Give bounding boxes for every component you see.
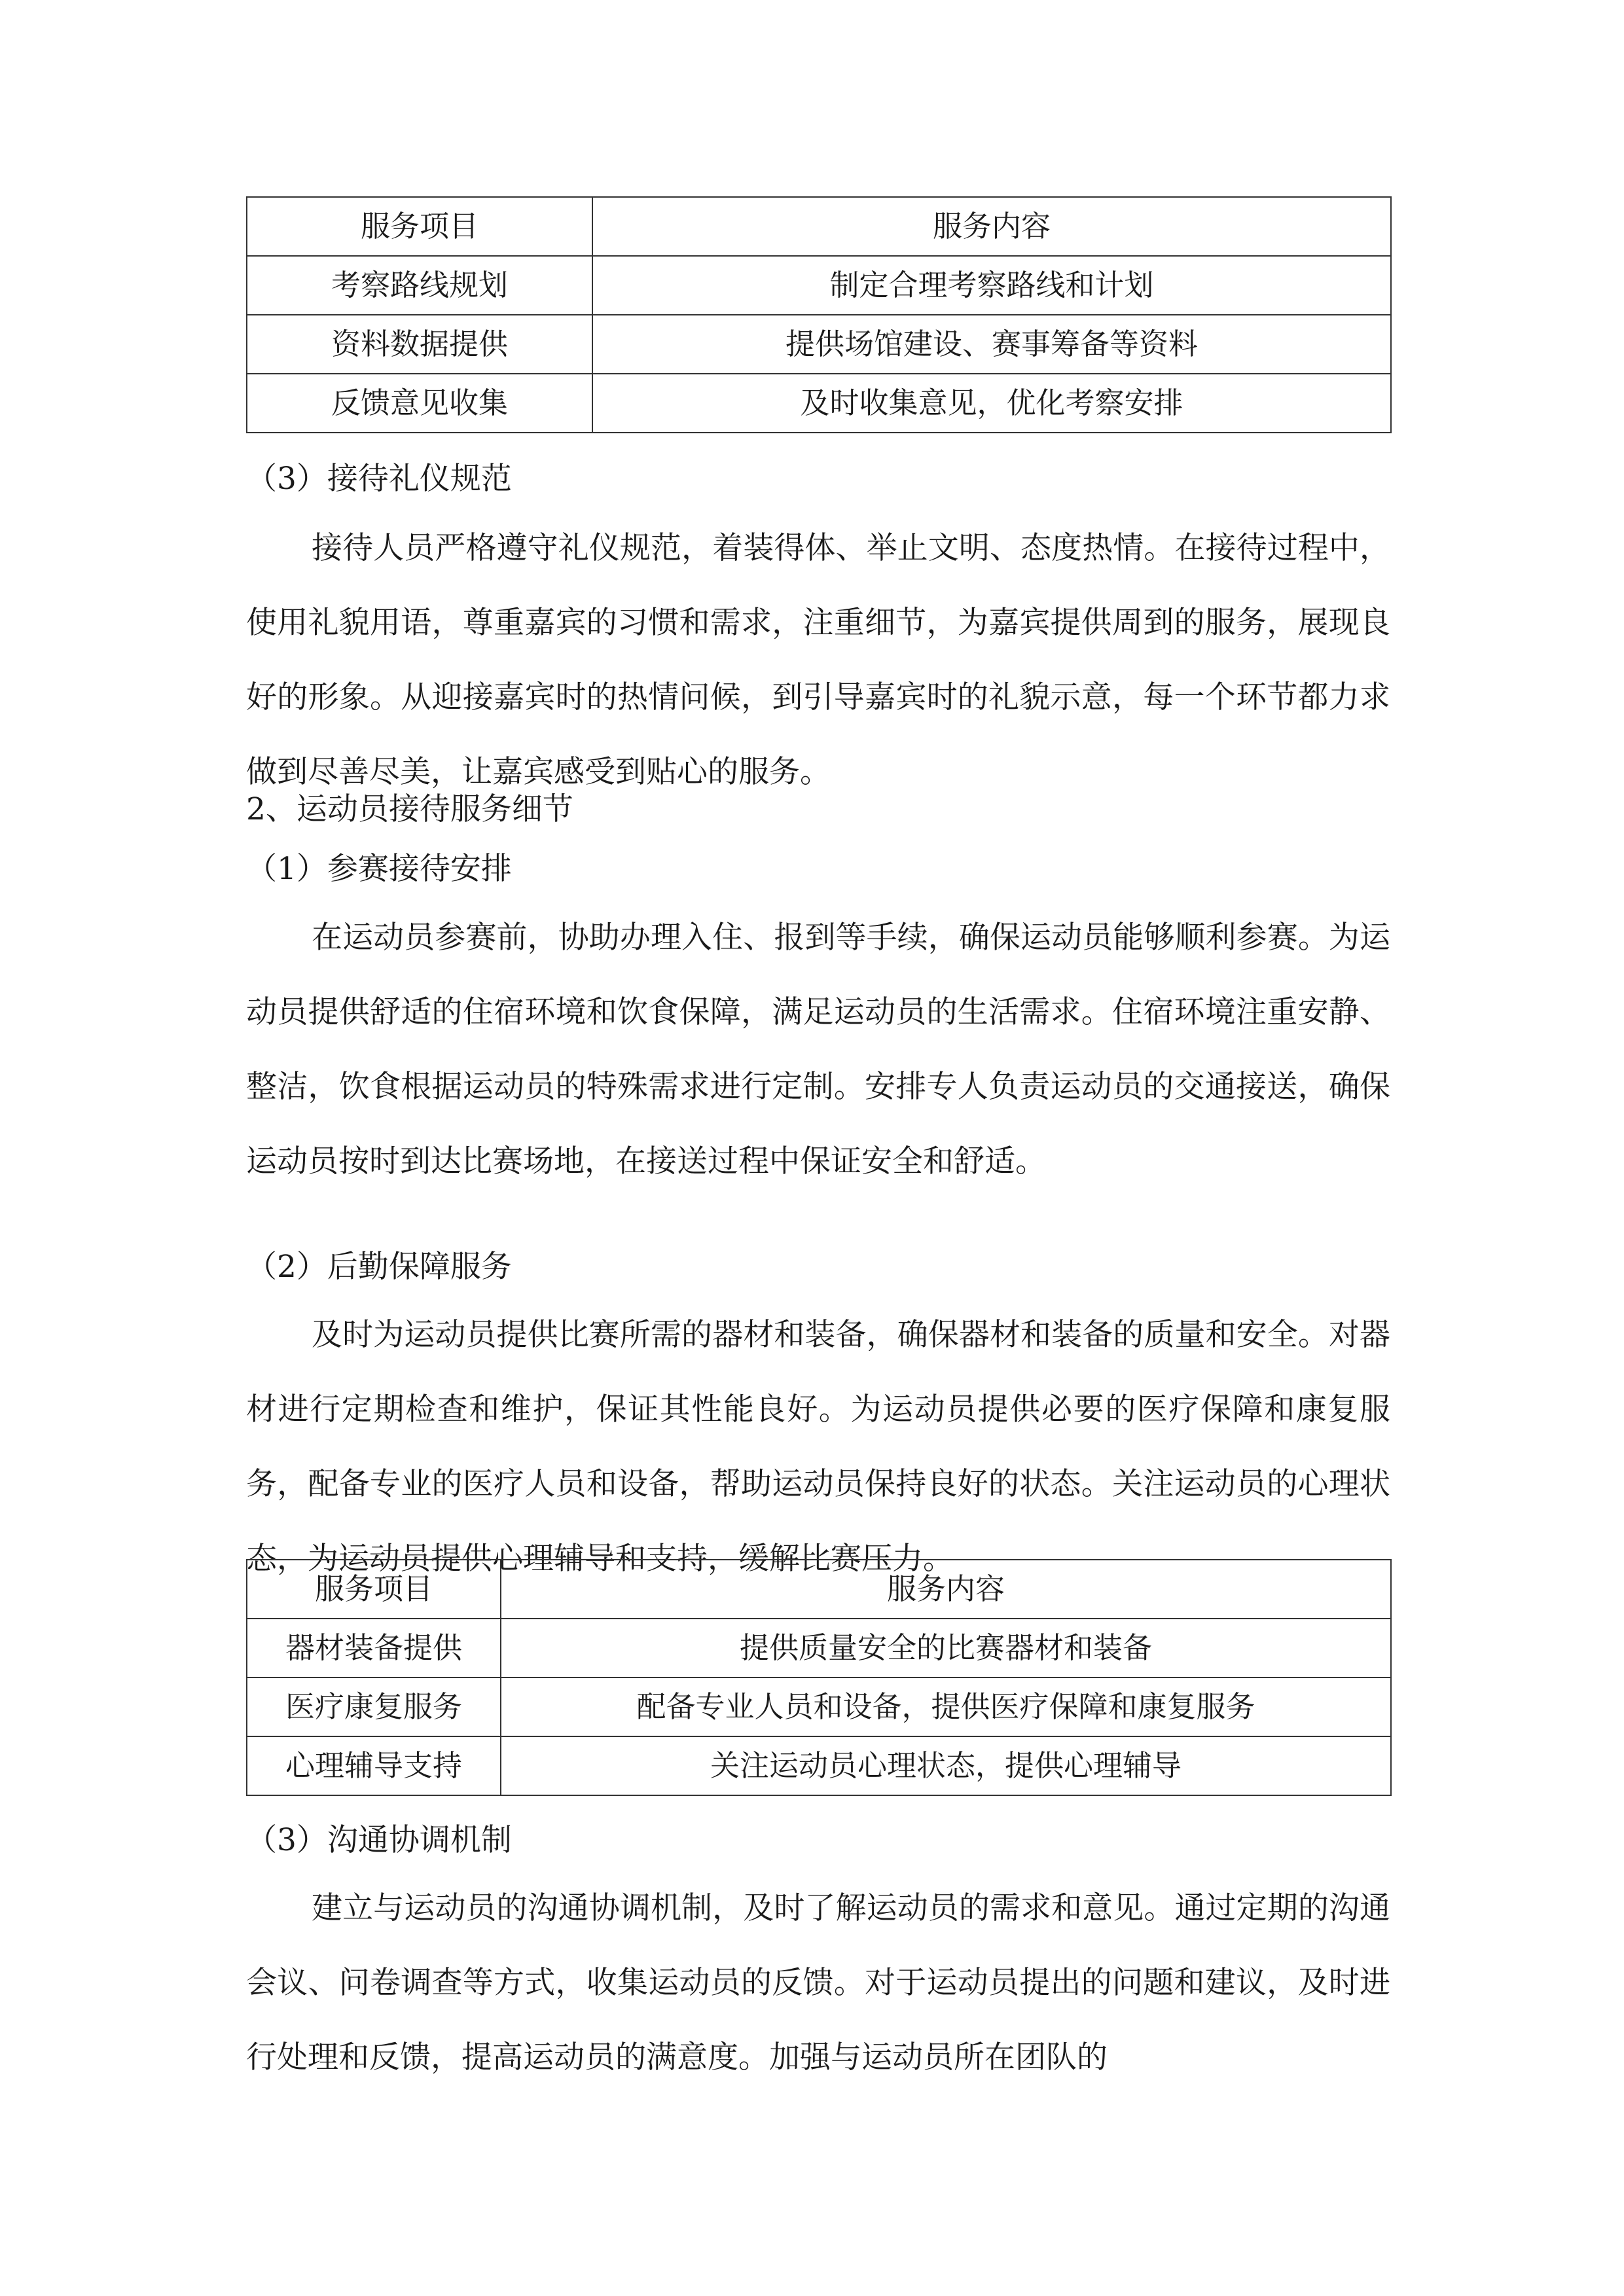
paragraph-competition-arrangement: 在运动员参赛前，协助办理入住、报到等手续，确保运动员能够顺利参赛。为运动员提供舒适的住宿环境和饮食保障，满足运动员的生活需求。住宿环境注重安静、整洁，饮食根据运动员的特殊需求进行定制。安排专人负责运动员的交通接送，确保运动员按时到达比赛场地，在接送过程中保证安全和舒适。 <box>246 920 1390 1179</box>
table-cell: 关注运动员心理状态，提供心理辅导 <box>501 1736 1391 1795</box>
table-cell: 医疗康复服务 <box>247 1677 501 1736</box>
paragraph-logistics: 及时为运动员提供比赛所需的器材和装备，确保器材和装备的质量和安全。对器材进行定期检查和维护，保证其性能良好。为运动员提供必要的医疗保障和康复服务，配备专业的医疗人员和设备，帮助运动员保持良好的状态。关注运动员的心理状态，为运动员提供心理辅导和支持，缓解比赛压力。 <box>246 1317 1390 1577</box>
section-heading-athlete-reception: 2、运动员接待服务细节 <box>246 791 573 827</box>
table-row <box>247 1619 1391 1677</box>
table-row <box>247 315 1391 374</box>
table-header-row <box>247 197 1391 256</box>
subheading-communication: （3）沟通协调机制 <box>246 1822 512 1858</box>
table-header-cell: 服务内容 <box>592 197 1391 256</box>
table-header-cell: 服务项目 <box>247 197 592 256</box>
table-cell: 资料数据提供 <box>247 315 592 374</box>
table-row <box>247 374 1391 433</box>
table-cell: 及时收集意见，优化考察安排 <box>592 374 1391 433</box>
table-cell: 配备专业人员和设备，提供医疗保障和康复服务 <box>501 1677 1391 1736</box>
table-header-cell: 服务内容 <box>501 1560 1391 1619</box>
table-header-cell: 服务项目 <box>247 1560 501 1619</box>
service-table-inspection <box>246 196 1392 433</box>
subheading-competition-arrangement: （1）参赛接待安排 <box>246 851 512 887</box>
table-row <box>247 1677 1391 1736</box>
table-cell: 提供质量安全的比赛器材和装备 <box>501 1619 1391 1677</box>
table-row <box>247 256 1391 315</box>
table-row <box>247 1736 1391 1795</box>
table-cell: 提供场馆建设、赛事筹备等资料 <box>592 315 1391 374</box>
service-table-logistics <box>246 1559 1392 1796</box>
table-cell: 制定合理考察路线和计划 <box>592 256 1391 315</box>
table-cell: 考察路线规划 <box>247 256 592 315</box>
subheading-reception-etiquette: （3）接待礼仪规范 <box>246 461 512 497</box>
paragraph-reception-etiquette: 接待人员严格遵守礼仪规范，着装得体、举止文明、态度热情。在接待过程中，使用礼貌用语，尊重嘉宾的习惯和需求，注重细节，为嘉宾提供周到的服务，展现良好的形象。从迎接嘉宾时的热情问候，到引导嘉宾时的礼貌示意，每一个环节都力求做到尽善尽美，让嘉宾感受到贴心的服务。 <box>246 530 1390 790</box>
subheading-logistics: （2）后勤保障服务 <box>246 1249 512 1285</box>
table-header-row <box>247 1560 1391 1619</box>
table-cell: 反馈意见收集 <box>247 374 592 433</box>
table-cell: 心理辅导支持 <box>247 1736 501 1795</box>
table-cell: 器材装备提供 <box>247 1619 501 1677</box>
paragraph-communication: 建立与运动员的沟通协调机制，及时了解运动员的需求和意见。通过定期的沟通会议、问卷调查等方式，收集运动员的反馈。对于运动员提出的问题和建议，及时进行处理和反馈，提高运动员的满意度。加强与运动员所在团队的 <box>246 1890 1390 2075</box>
